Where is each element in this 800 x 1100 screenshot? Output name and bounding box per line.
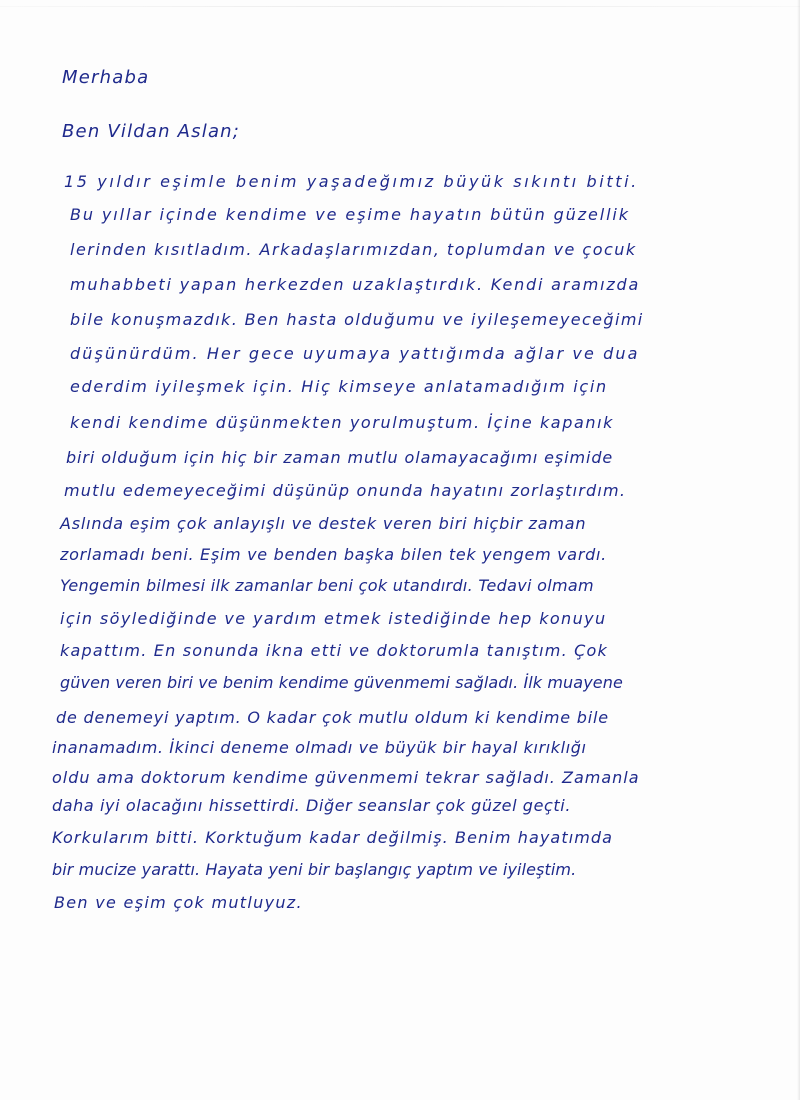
letter-line: daha iyi olacağını hissettirdi. Diğer seanslar çok güzel geçti. [52,796,572,815]
letter-line: Bu yıllar içinde kendime ve eşime hayatın bütün güzellik [70,205,630,224]
letter-line: 15 yıldır eşimle benim yaşadeğımız büyük sıkıntı bitti. [64,172,639,191]
letter-line: de denemeyi yaptım. O kadar çok mutlu oldum ki kendime bile [56,708,609,727]
letter-line: Yengemin bilmesi ilk zamanlar beni çok utandırdı. Tedavi olmam [60,576,594,595]
letter-line: mutlu edemeyeceğimi düşünüp onunda hayatını zorlaştırdım. [64,481,627,500]
letter-line: Aslında eşim çok anlayışlı ve destek veren biri hiçbir zaman [60,514,587,533]
letter-line: kendi kendime düşünmekten yorulmuştum. İçine kapanık [70,413,615,432]
intro-line: Ben Vildan Aslan; [62,121,241,142]
letter-line: ederdim iyileşmek için. Hiç kimseye anlatamadığım için [70,377,608,396]
letter-line: kapattım. En sonunda ikna etti ve doktorumla tanıştım. Çok [60,641,608,660]
letter-line: muhabbeti yapan herkezden uzaklaştırdık. Kendi aramızda [70,275,641,294]
letter-line: zorlamadı beni. Eşim ve benden başka bilen tek yengem vardı. [60,545,607,564]
letter-line: düşünürdüm. Her gece uyumaya yattığımda ağlar ve dua [70,344,640,363]
letter-line: biri olduğum için hiç bir zaman mutlu olamayacağımı eşimide [66,448,614,467]
letter-line: lerinden kısıtladım. Arkadaşlarımızdan, toplumdan ve çocuk [70,240,637,259]
letter-line: için söylediğinde ve yardım etmek istediğinde hep konuyu [60,609,607,628]
letter-line: Ben ve eşim çok mutluyuz. [54,893,303,912]
letter-line: Korkularım bitti. Korktuğum kadar değilmiş. Benim hayatımda [52,828,614,847]
salutation: Merhaba [62,67,150,88]
letter-line: bir mucize yarattı. Hayata yeni bir başlangıç yaptım ve iyileştim. [52,860,577,879]
letter-line: inanamadım. İkinci deneme olmadı ve büyük bir hayal kırıklığı [52,738,587,757]
letter-line: bile konuşmazdık. Ben hasta olduğumu ve iyileşemeyeceğimi [70,310,644,329]
letter-line: oldu ama doktorum kendime güvenmemi tekrar sağladı. Zamanla [52,768,640,787]
letter-line: güven veren biri ve benim kendime güvenmemi sağladı. İlk muayene [60,673,623,692]
